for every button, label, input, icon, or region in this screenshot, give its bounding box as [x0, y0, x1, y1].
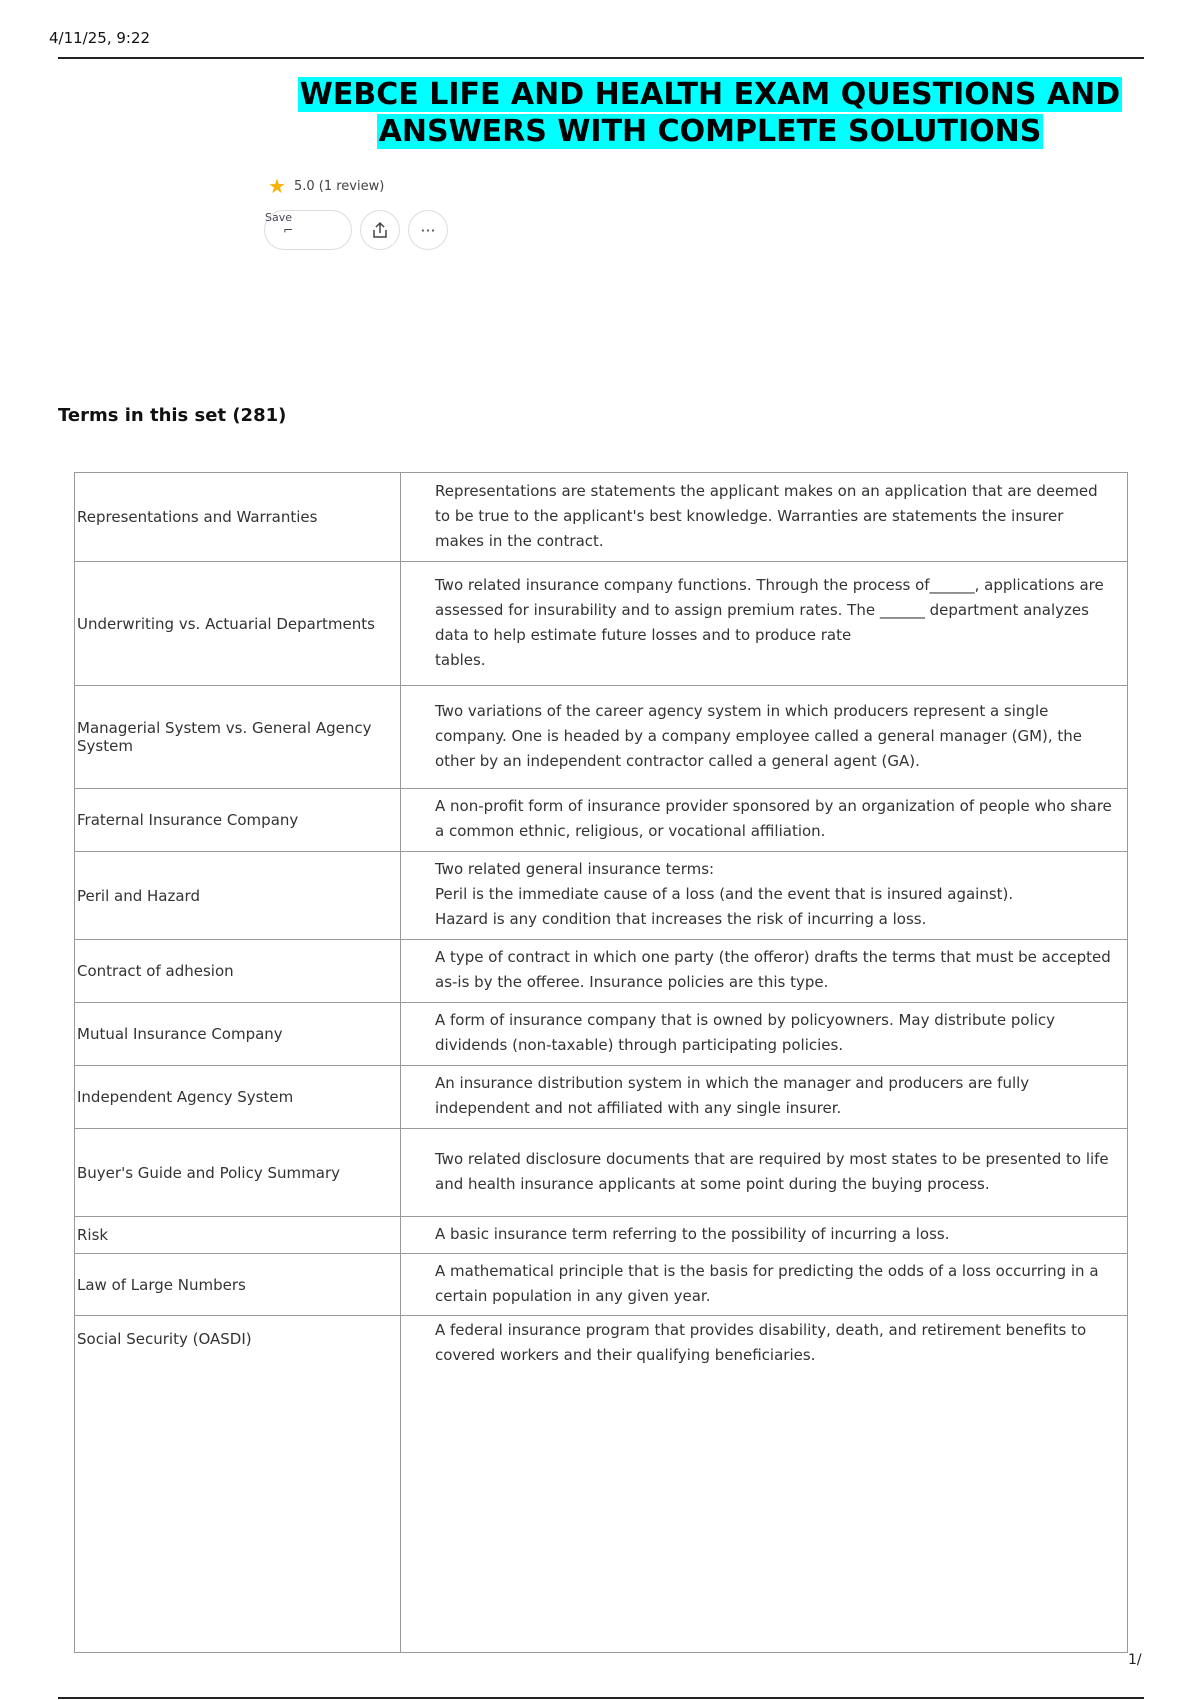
- page-title: [260, 76, 1160, 150]
- term-row: [75, 1254, 1128, 1316]
- term-row: [75, 1066, 1128, 1129]
- share-icon: [371, 221, 389, 239]
- term-row: [75, 1217, 1128, 1254]
- definition: Representations are statements the applicant makes on an application that are deemed to be true to the applicant's best knowledge. Warranties are statements the insurer makes in the contract.: [401, 473, 1128, 562]
- definition: Two variations of the career agency system in which producers represent a single company. One is headed by a company employee called a general manager (GM), the other by an independent contractor called a general agent (GA).: [401, 686, 1128, 789]
- action-buttons: [264, 210, 448, 250]
- term-row: [75, 852, 1128, 940]
- title-line-1: WEBCE LIFE AND HEALTH EXAM QUESTIONS AND: [299, 77, 1121, 112]
- more-icon: ···: [420, 220, 436, 240]
- definition: A non-profit form of insurance provider sponsored by an organization of people who share a common ethnic, religious, or vocational affiliation.: [401, 789, 1128, 852]
- save-button[interactable]: [264, 210, 352, 250]
- term: Underwriting vs. Actuarial Departments: [75, 562, 401, 686]
- term-row: [75, 1316, 1128, 1653]
- definition: A form of insurance company that is owned by policyowners. May distribute policy dividends (non-taxable) through participating policies.: [401, 1003, 1128, 1066]
- star-icon: ★: [268, 174, 286, 198]
- term-row: [75, 789, 1128, 852]
- term: Buyer's Guide and Policy Summary: [75, 1129, 401, 1217]
- term: Representations and Warranties: [75, 473, 401, 562]
- term: Fraternal Insurance Company: [75, 789, 401, 852]
- term-row: [75, 562, 1128, 686]
- title-line-2: ANSWERS WITH COMPLETE SOLUTIONS: [378, 114, 1042, 149]
- definition: A mathematical principle that is the basis for predicting the odds of a loss occurring in a certain population in any given year.: [401, 1254, 1128, 1316]
- definition: Two related insurance company functions. Through the process of______, applications are assessed for insurability and to assign premium rates. The ______ department analyzes data to help estimate future losses and to produce rate tables.: [401, 562, 1128, 686]
- header-rule: [58, 57, 1144, 59]
- save-label: Save: [265, 211, 293, 224]
- definition: Two related disclosure documents that are required by most states to be presented to life and health insurance applicants at some point during the buying process.: [401, 1129, 1128, 1217]
- definition: A type of contract in which one party (the offeror) drafts the terms that must be accepted as-is by the offeree. Insurance policies are this type.: [401, 940, 1128, 1003]
- term: Mutual Insurance Company: [75, 1003, 401, 1066]
- term: Peril and Hazard: [75, 852, 401, 940]
- term: Risk: [75, 1217, 401, 1254]
- share-button[interactable]: [360, 210, 400, 250]
- term-row: [75, 1129, 1128, 1217]
- term-row: [75, 940, 1128, 1003]
- print-date: 4/11/25, 9:22: [49, 29, 151, 47]
- term: Law of Large Numbers: [75, 1254, 401, 1316]
- term: Independent Agency System: [75, 1066, 401, 1129]
- term: Contract of adhesion: [75, 940, 401, 1003]
- terms-heading: Terms in this set (281): [58, 405, 287, 426]
- term-row: [75, 1003, 1128, 1066]
- term: Managerial System vs. General Agency System: [75, 686, 401, 789]
- definition: Two related general insurance terms: Peril is the immediate cause of a loss (and the event that is insured against). Hazard is any condition that increases the risk of incurring a loss.: [401, 852, 1128, 940]
- definition: A federal insurance program that provides disability, death, and retirement benefits to covered workers and their qualifying beneficiaries.: [401, 1316, 1128, 1653]
- term-row: [75, 473, 1128, 562]
- rating: [268, 174, 384, 198]
- bookmark-icon: ⌐: [283, 223, 294, 237]
- rating-text: 5.0 (1 review): [293, 178, 385, 194]
- definition: An insurance distribution system in which the manager and producers are fully independent and not affiliated with any single insurer.: [401, 1066, 1128, 1129]
- footer-rule: [58, 1697, 1144, 1699]
- term-row: [75, 686, 1128, 789]
- more-button[interactable]: [408, 210, 448, 250]
- definition: A basic insurance term referring to the possibility of incurring a loss.: [401, 1217, 1128, 1254]
- term: Social Security (OASDI): [75, 1316, 401, 1653]
- page-number: 1/: [1128, 1652, 1142, 1668]
- terms-table: [74, 472, 1128, 1653]
